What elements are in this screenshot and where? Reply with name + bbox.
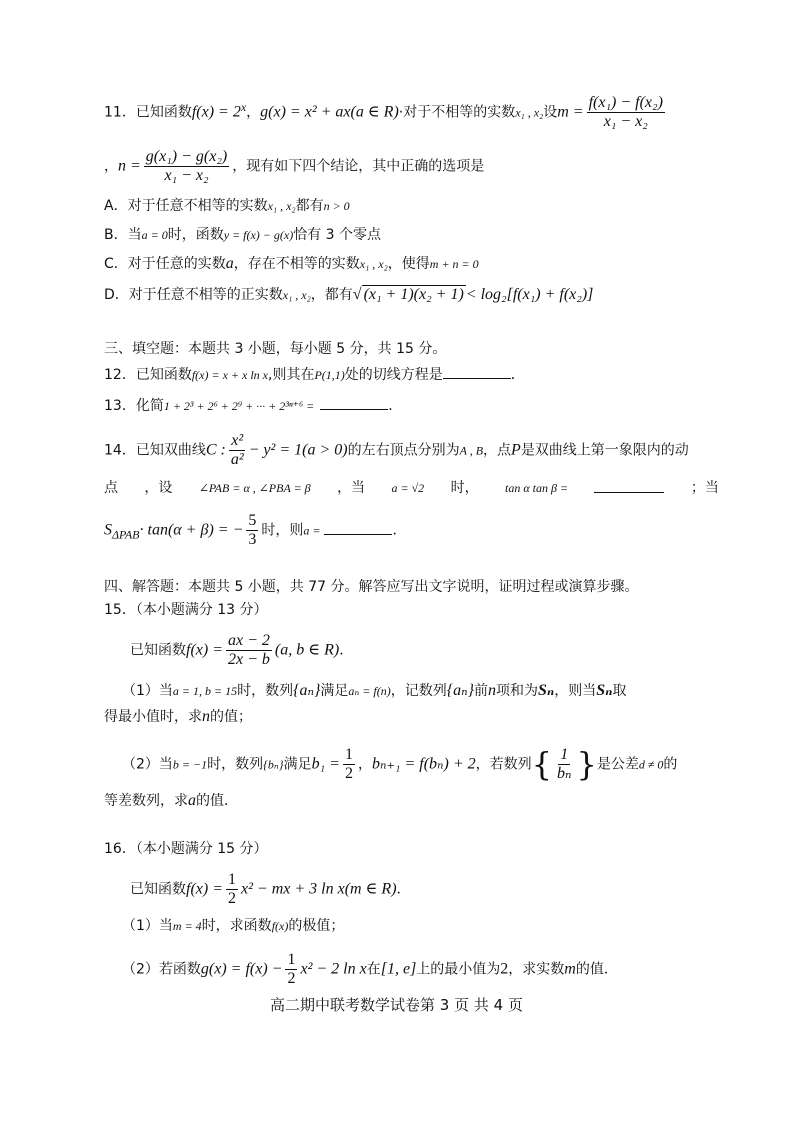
q11-m-eq: m = [557, 103, 584, 121]
q11-text2: 设 [543, 104, 558, 121]
q15-f-fraction [226, 632, 272, 669]
q16-p2-m: m [564, 960, 576, 978]
q16-p2-fraction [285, 951, 297, 988]
q15-p2-t3: ，若数列 [475, 756, 532, 773]
q14-l2-c: ，当 [337, 480, 366, 496]
q11-option-d-rest: < log₂[f(x₁) + f(x₂)] [465, 286, 594, 303]
sqrt-icon: √ [352, 286, 362, 303]
q13-math: 1 + 2³ + 2⁶ + 2⁹ + ··· + 2³ⁿ⁺⁶ = [163, 399, 315, 413]
q16-p2-t4: 的值． [575, 961, 618, 978]
q14-c-denominator: a² [230, 451, 244, 468]
q11-g-definition: g(x) = x² + ax(a ∈ R) [260, 103, 399, 121]
q16-f-post: x² − mx + 3 ln x(m ∈ R) [241, 880, 397, 898]
q16-intro: 已知函数 [130, 881, 186, 898]
q12-answer-blank[interactable] [443, 364, 511, 379]
q11-option-a-mid: 都有 [295, 198, 324, 214]
q14-text4: 是双曲线上第一象限内的动 [520, 442, 689, 459]
q11-n-denominator: x₁ − x₂ [164, 167, 209, 184]
q12-number: 12． [104, 367, 136, 383]
q15-p2-t2: 满足 [283, 756, 312, 773]
q15-p1-an2: {aₙ} [446, 682, 474, 699]
q11-lead2: ， [104, 158, 118, 175]
q16-p2-denominator: 2 [287, 970, 296, 987]
q16-p1-t2: 的极值； [288, 918, 345, 934]
q14-answer-blank-2[interactable] [324, 520, 392, 535]
q15-p2-recip-denominator: bₙ [556, 765, 572, 782]
q15-p2-b1-numerator: 1 [344, 746, 353, 763]
q15-p1-label: （1）当 [122, 683, 173, 699]
q14-l3-denominator: 3 [248, 531, 257, 548]
q16-f-numerator: 1 [228, 871, 236, 888]
q15-p2-label: （2）当 [122, 756, 173, 773]
q15-p1-ab: a = 1, b = 15 [172, 684, 238, 698]
q12-text1: 已知函数 [135, 367, 192, 383]
q14-l3-sub: ΔPAB [112, 527, 140, 542]
q15-p2-b1-denominator: 2 [344, 765, 353, 782]
q15-p1-n: n [487, 682, 496, 699]
q11-option-c-label: C．对于任意的实数 [104, 256, 226, 272]
q16-p2-rest: x² − 2 ln x [300, 960, 367, 978]
q15-p1-t1: 时，数列 [237, 683, 294, 699]
q15-p2-t1: 时，数列 [207, 756, 264, 773]
q11-n-numerator: g(x₁) − g(x₂) [145, 148, 228, 165]
q14-l3-numerator: 5 [248, 512, 257, 529]
q14-text3: ，点 [483, 442, 512, 459]
q12-point: P(1,1) [314, 368, 345, 382]
q16-part2 [122, 951, 618, 988]
q14-l3-a: a = [303, 523, 321, 538]
q14-end: ． [392, 522, 407, 539]
q13-number: 13． [104, 398, 136, 414]
q16-end: ． [396, 881, 411, 898]
q15-part1-line1 [122, 681, 626, 701]
q12-end: ． [510, 367, 525, 383]
q14-line2 [104, 478, 719, 498]
q11-m-fraction [587, 94, 665, 131]
q15-header-text: 15．（本小题满分 13 分） [104, 602, 268, 618]
q16-p2-label: （2）若函数 [122, 961, 201, 978]
q14-text2: 的左右顶点分别为 [347, 442, 460, 459]
q15-p1-t5: 项和为 [495, 683, 538, 699]
q16-p2-t3: ，求实数 [508, 961, 565, 978]
section3-title-text: 三、填空题：本题共 3 小题，每小题 5 分，共 15 分。 [104, 341, 447, 357]
q15-p1-l2e: 的值； [210, 709, 252, 725]
q15-p2-bn: {bₙ} [263, 757, 284, 772]
q11-f-definition: f(x) = 2 [191, 103, 241, 121]
q16-f-denominator: 2 [228, 890, 236, 907]
q15-p2-b1-fraction [343, 746, 355, 783]
q16-header-text: 16．（本小题满分 15 分） [104, 841, 268, 857]
section4-title-text: 四、解答题：本题共 5 小题，共 77 分。解答应写出文字说明，证明过程或演算步骤。 [104, 579, 639, 595]
q12-text3: 处的切线方程是 [344, 367, 443, 383]
q14-p: P [511, 441, 521, 459]
q13-text1: 化简 [135, 398, 164, 414]
q14-l3-fraction [246, 512, 258, 549]
q16-p2-t2: 上的最小值为 [416, 961, 501, 978]
q16-p1-m: m = 4 [172, 919, 202, 933]
q16-p2-numerator: 1 [287, 951, 296, 968]
q15-p2-l2: 等差数列，求 [104, 793, 188, 809]
q15-p1-sn: Sₙ [537, 682, 555, 699]
q14-c-numerator: x² [231, 432, 244, 449]
q14-c-pre: C : [205, 441, 226, 459]
q14-ab: A , B [459, 443, 484, 458]
q12-text2: ,则其在 [268, 367, 315, 383]
q15-p1-t2: 满足 [320, 683, 349, 699]
q15-p1-l2: 得最小值时，求 [104, 709, 202, 725]
q15-p2-d: d ≠ 0 [638, 757, 664, 772]
q16-p1-f: f(x) [271, 919, 289, 933]
q16-f-pre: f(x) = [186, 880, 223, 898]
q15-p1-eq: aₙ = f(n) [348, 684, 391, 698]
q15-p1-t6: ，则当 [554, 683, 597, 699]
q12-line [104, 364, 525, 385]
q11-m-numerator: f(x₁) − f(x₂) [588, 94, 663, 111]
q15-p2-l2e: 的值． [196, 793, 238, 809]
q11-option-d-sqrt: (x₁ + 1)(x₂ + 1) [363, 286, 464, 303]
q15-header [104, 600, 268, 620]
q15-p1-l2n: n [202, 708, 210, 725]
q16-p2-value: 2 [500, 960, 509, 978]
q13-answer-blank[interactable] [320, 395, 388, 410]
q11-option-d [104, 285, 593, 305]
q15-f-pre: f(x) = [186, 641, 223, 659]
q15-f-post: (a, b ∈ R) [274, 641, 340, 659]
q16-p2-interval: [1, e] [380, 960, 417, 978]
q15-p1-t3: ，记数列 [390, 683, 447, 699]
q14-l2-a: 点 [104, 480, 118, 496]
q16-p2-g: g(x) = f(x) − [200, 960, 283, 978]
q15-p2-recip-numerator: 1 [560, 746, 569, 763]
q15-p1-t7: 取 [612, 683, 627, 699]
q16-header [104, 839, 268, 859]
q13-line [104, 395, 402, 416]
q11-option-c-math: m + n = 0 [429, 257, 479, 271]
q12-math: f(x) = x + x ln x [191, 368, 268, 382]
q11-option-d-mid: ，都有 [310, 287, 353, 303]
q11-text3: ，现有如下四个结论，其中正确的选项是 [232, 158, 485, 175]
q11-option-a-x: x₁ , x₂ [267, 199, 296, 213]
q11-option-a-math: n > 0 [323, 199, 350, 213]
q11-option-c [104, 254, 479, 274]
q11-option-d-label: D．对于任意不相等的正实数 [104, 287, 283, 303]
section3-title [104, 339, 446, 359]
section4-title [104, 577, 639, 597]
q15-def [130, 632, 353, 669]
q11-option-a [104, 196, 350, 216]
q14-l3-s: S [104, 521, 112, 539]
q15-f-numerator: ax − 2 [228, 632, 270, 649]
q14-l2-tan: tan α tan β = [505, 481, 569, 495]
q15-p2-b: b = −1 [172, 757, 208, 772]
q15-end: ． [339, 642, 354, 659]
q14-line3 [104, 512, 406, 549]
q11-option-c-mid: ，存在不相等的实数 [233, 256, 360, 272]
q11-n-eq: n = [118, 157, 141, 175]
q11-sep: ， [246, 104, 261, 121]
q15-f-denominator: 2x − b [228, 651, 270, 668]
q11-m-denominator: x₁ − x₂ [603, 113, 648, 130]
q15-part1-line2 [104, 707, 252, 727]
q11-option-b-mid: 时，函数 [167, 227, 224, 243]
q15-p2-t5: 的 [663, 756, 678, 773]
page-footer: 高二期中联考数学试卷第 3 页 共 4 页 [270, 996, 523, 1014]
q11-option-b-label: B．当 [104, 227, 142, 243]
q11-option-c-a: a [225, 255, 234, 272]
q14-l2-e: ；当 [690, 480, 719, 496]
q15-p2-b1: b₁ = [311, 755, 340, 773]
q15-p2-l2a: a [188, 792, 196, 809]
q14-c-fraction [229, 432, 246, 469]
q14-number: 14． [104, 442, 136, 459]
q11-x1x2: x₁ , x₂ [515, 105, 544, 120]
q15-p1-sn2: Sₙ [596, 682, 613, 699]
q16-p1-label: （1）当 [122, 918, 173, 934]
q15-p2-t4: 是公差 [596, 756, 639, 773]
q14-text1: 已知双曲线 [135, 442, 206, 459]
q16-part1 [122, 916, 344, 936]
left-brace-icon: { [531, 745, 552, 784]
q11-option-a-label: A．对于任意不相等的实数 [104, 198, 268, 214]
q14-l3-tan: · tan(α + β) = − [139, 521, 244, 539]
q14-line1 [104, 432, 689, 469]
q14-l2-aval: a = √2 [391, 481, 425, 495]
q11-line2 [104, 148, 484, 185]
q13-end: ． [388, 398, 403, 414]
right-brace-icon: } [576, 745, 597, 784]
q11-option-c-mid2: ，使得 [387, 256, 430, 272]
q15-part2-line1 [122, 746, 677, 783]
q11-option-d-x: x₁ , x₂ [282, 288, 311, 302]
q11-text1: ·对于不相等的实数 [398, 104, 516, 121]
q15-p2-rec: bₙ₊₁ = f(bₙ) + 2 [371, 755, 476, 773]
q16-def [130, 871, 411, 908]
q14-l2-b: ，设 [144, 480, 173, 496]
q15-part2-line2 [104, 791, 238, 811]
q15-p1-an: {aₙ} [293, 682, 321, 699]
q14-l2-angles: ∠PAB = α , ∠PBA = β [198, 481, 311, 495]
q14-l2-d: 时， [450, 480, 479, 496]
q11-intro: 已知函数 [135, 104, 192, 121]
q11-option-b-math: y = f(x) − g(x) [223, 228, 294, 242]
q15-p2-sep: ， [357, 756, 372, 773]
q14-l3-text: 时，则 [261, 522, 304, 539]
q16-p2-t1: 在 [366, 961, 381, 978]
q16-f-fraction [226, 871, 238, 908]
q11-option-c-x: x₁ , x₂ [359, 257, 388, 271]
q15-p2-recip-fraction [555, 746, 573, 783]
q11-number: 11． [104, 104, 136, 121]
q11-n-fraction [144, 148, 229, 185]
q11-line1 [104, 94, 668, 131]
q11-option-b [104, 225, 381, 245]
q14-answer-blank-1[interactable] [594, 478, 664, 493]
q11-option-b-a: a = 0 [141, 228, 168, 242]
q14-c-post: − y² = 1(a > 0) [248, 441, 348, 459]
q11-option-b-end: 恰有 3 个零点 [293, 227, 382, 243]
q15-p1-t4: 前 [473, 683, 488, 699]
q16-p1-t1: 时，求函数 [201, 918, 272, 934]
q15-intro: 已知函数 [130, 642, 186, 659]
q11-f-exponent: x [240, 99, 247, 114]
